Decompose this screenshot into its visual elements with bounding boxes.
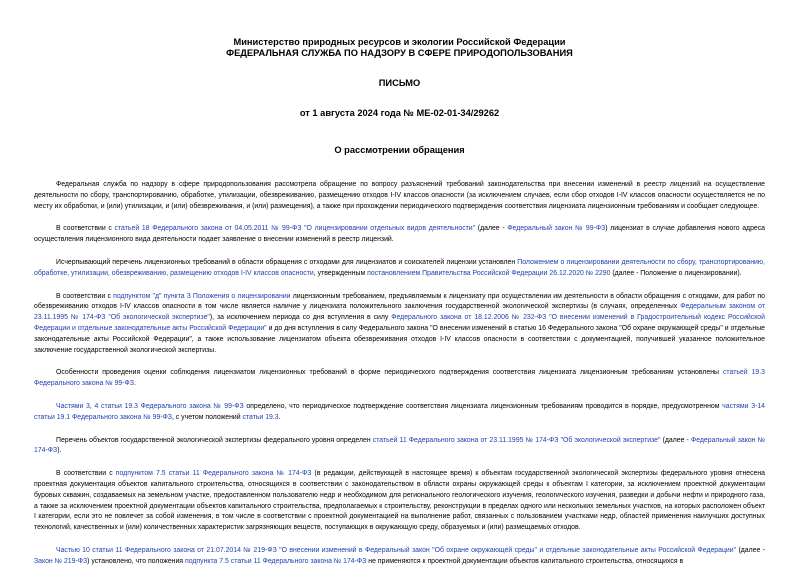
body-paragraph	[34, 436, 765, 458]
paragraph-text: определено, что периодическое подтверждение соответствия лицензиата лицензионным требованиям проводится в порядке, предусмотренном	[243, 402, 723, 410]
document-body	[34, 180, 765, 568]
paragraph-text: Исчерпывающий перечень лицензионных требований в области обращения с отходами для лицензиатов и соискателей лицензии установлен	[56, 258, 518, 266]
law-reference-link[interactable]: Федеральный закон № 99-ФЗ	[507, 225, 606, 233]
paragraph-text: лицензионным требованием, предъявляемым к лицензиату при осуществлении им деятельности в области обращения с отходами, для работ по обезвреживанию отходов I-IV классов опасности в том числе является наличие у лицензиата положительного заключения государственной экологической экспертизы (в случаях, определенных	[34, 292, 765, 311]
body-paragraph	[34, 469, 765, 534]
body-paragraph	[34, 368, 765, 390]
document-date-number: от 1 августа 2024 года № МЕ-02-01-34/29262	[299, 108, 500, 118]
paragraph-text: В соответствии с	[56, 470, 116, 478]
paragraph-text: В соответствии с	[56, 292, 114, 300]
paragraph-text: не применяются к проектной документации объектов капитального строительства, относящихся в	[366, 557, 684, 565]
paragraph-text: , утвержденным	[313, 269, 368, 277]
law-reference-link[interactable]: Закон № 219-ФЗ	[34, 557, 88, 565]
document-type: ПИСЬМО	[378, 78, 421, 88]
paragraph-text: ) лицензиат в случае добавления нового адреса осуществления лицензионного вида деятельности подает заявление о внесении изменений в реестр лицензий.	[34, 225, 766, 244]
body-paragraph	[34, 546, 765, 568]
paragraph-text: ).	[57, 447, 62, 455]
law-reference-link[interactable]: Частью 10 статьи 11 Федерального закона от 21.07.2014 № 219-ФЗ "О внесении изменений в Федеральный закон "Об охране окружающей среды" и отдельные законодательные акты Российской Федерации"	[56, 546, 737, 554]
paragraph-text: (далее -	[736, 546, 765, 554]
law-reference-link[interactable]: статьей 19.3 Федерального закона № 99-ФЗ	[34, 369, 765, 388]
law-reference-link[interactable]: Федерального закона от 18.12.2006 № 232-ФЗ "О внесении изменений в Градостроительный кодекс Российской Федерации и отдельные законодательные акты Российской Федерации"	[34, 314, 765, 332]
paragraph-text: (далее -	[660, 436, 691, 444]
law-reference-link[interactable]: Положением о лицензировании деятельности по сбору, транспортированию, обработке, утилизации, обезвреживанию, размещению отходов I-IV классов опасности	[34, 258, 765, 277]
paragraph-text: (далее - Положение о лицензировании).	[610, 269, 742, 277]
paragraph-text: (далее -	[475, 225, 508, 233]
law-reference-link[interactable]: Федеральным законом от 23.11.1995 № 174-ФЗ "Об экологической экспертизе"	[34, 303, 766, 322]
ministry-name: Министерство природных ресурсов и экологии Российской Федерации	[233, 37, 566, 47]
paragraph-text: ,	[89, 402, 95, 410]
law-reference-link[interactable]: подпункта 7.5 статьи 11 Федерального закона № 174-ФЗ	[184, 557, 367, 565]
law-reference-link[interactable]: постановлением Правительства Российской Федерации 26.12.2020 № 2290	[367, 269, 611, 277]
law-reference-link[interactable]: Частями 3	[56, 402, 90, 410]
body-paragraph	[34, 258, 765, 280]
paragraph-text: Особенности проведения оценки соблюдения лицензиатом лицензионных требований в форме периодического подтверждения соответствия лицензиата лицензионным требованиям установлены	[56, 369, 723, 377]
law-reference-link[interactable]: статьи 19.3	[242, 413, 279, 421]
law-reference-link[interactable]: статьей 18 Федерального закона от 04.05.2011 № 99-ФЗ "О лицензировании отдельных видов деятельности"	[114, 225, 476, 233]
body-paragraph	[34, 224, 765, 246]
paragraph-text: ), за исключением периода со дня вступления в силу	[209, 314, 392, 322]
body-paragraph	[34, 402, 765, 424]
law-reference-link[interactable]: 4 статьи 19.3 Федерального закона № 99-ФЗ	[94, 402, 244, 410]
paragraph-text: ) установлено, что положения	[87, 557, 185, 565]
law-reference-link[interactable]: статьей 11 Федерального закона от 23.11.1995 № 174-ФЗ "Об экологической экспертизе"	[372, 436, 661, 444]
law-reference-link[interactable]: частями 3-14 статьи 19.1 Федерального закона № 99-ФЗ	[34, 402, 765, 421]
paragraph-text: и до дня вступления в силу Федерального закона "О внесении изменений в статью 16 Федерального закона "Об охране окружающей среды" и отдельные законодательные акты Российской Федерации", а также использование лицензиатом объекта обезвреживания отходов I-IV классов опасности в соответствии с документацией, получившей указанное положительное заключение государственной экологической экспертизы.	[34, 324, 766, 354]
law-reference-link[interactable]: Федеральный закон № 174-ФЗ	[34, 436, 765, 455]
body-paragraph	[34, 180, 765, 212]
paragraph-text: .	[278, 413, 281, 421]
paragraph-text: Федеральная служба по надзору в сфере природопользования рассмотрела обращение по вопросу разъяснений требований законодательства при внесении изменений в реестр лицензий на осуществление деятельности по сбору, транспортированию, обработке, утилизации, обезвреживанию, размещению отходов I-IV классов опасности (за исключением случаев, если сбор отходов I-IV классов опасности осуществляется не по месту их обработки, и (или) утилизации, и (или) обезвреживания, и (или) размещения), а также при прохождении периодического подтверждения соответствия лицензиата лицензионным требованиям и сообщает следующее.	[34, 181, 765, 210]
paragraph-text: , с учетом положений	[171, 413, 243, 421]
law-reference-link[interactable]: подпунктом 7.5 статьи 11 Федерального закона № 174-ФЗ	[115, 470, 312, 478]
paragraph-text: .	[133, 380, 136, 388]
service-name: ФЕДЕРАЛЬНАЯ СЛУЖБА ПО НАДЗОРУ В СФЕРЕ ПРИРОДОПОЛЬЗОВАНИЯ	[226, 48, 573, 58]
law-reference-link[interactable]: подпунктом "д" пункта 3 Положения о лицензировании	[113, 292, 291, 300]
paragraph-text: (в редакции, действующей в настоящее время) к объектам государственной экологической экспертизы федерального уровня отнесена проектная документация объектов капитального строительства, относящихся в соответствии с законодательством в области охраны окружающей среды к объектам I категории, за исключением проектной документации буровых скважин, создаваемых на земельном участке, предоставленном пользователю недр и необходимом для регионального геологического изучения, геологического изучения, разведки и добычи нефти и природного газа, а также за исключением проектной документации объектов капитального строительства, предполагаемых к строительству, реконструкции в пределах одного или нескольких земельных участков, на которых расположен объект I категории, если это не повлечет за собой изменения, в том числе в соответствии с проектной документацией на выполнение работ, связанных с пользованием участками недр, областей применения наилучших доступных технологий, качественных и (или) количественных характеристик загрязняющих веществ, поступающих в окружающую среду, образуемых и (или) размещаемых отходов.	[34, 470, 765, 532]
body-paragraph	[34, 292, 765, 357]
paragraph-text: Перечень объектов государственной экологической экспертизы федерального уровня определен	[56, 436, 373, 444]
document-subject: О рассмотрении обращения	[334, 145, 465, 155]
paragraph-text: В соответствии с	[56, 225, 115, 233]
